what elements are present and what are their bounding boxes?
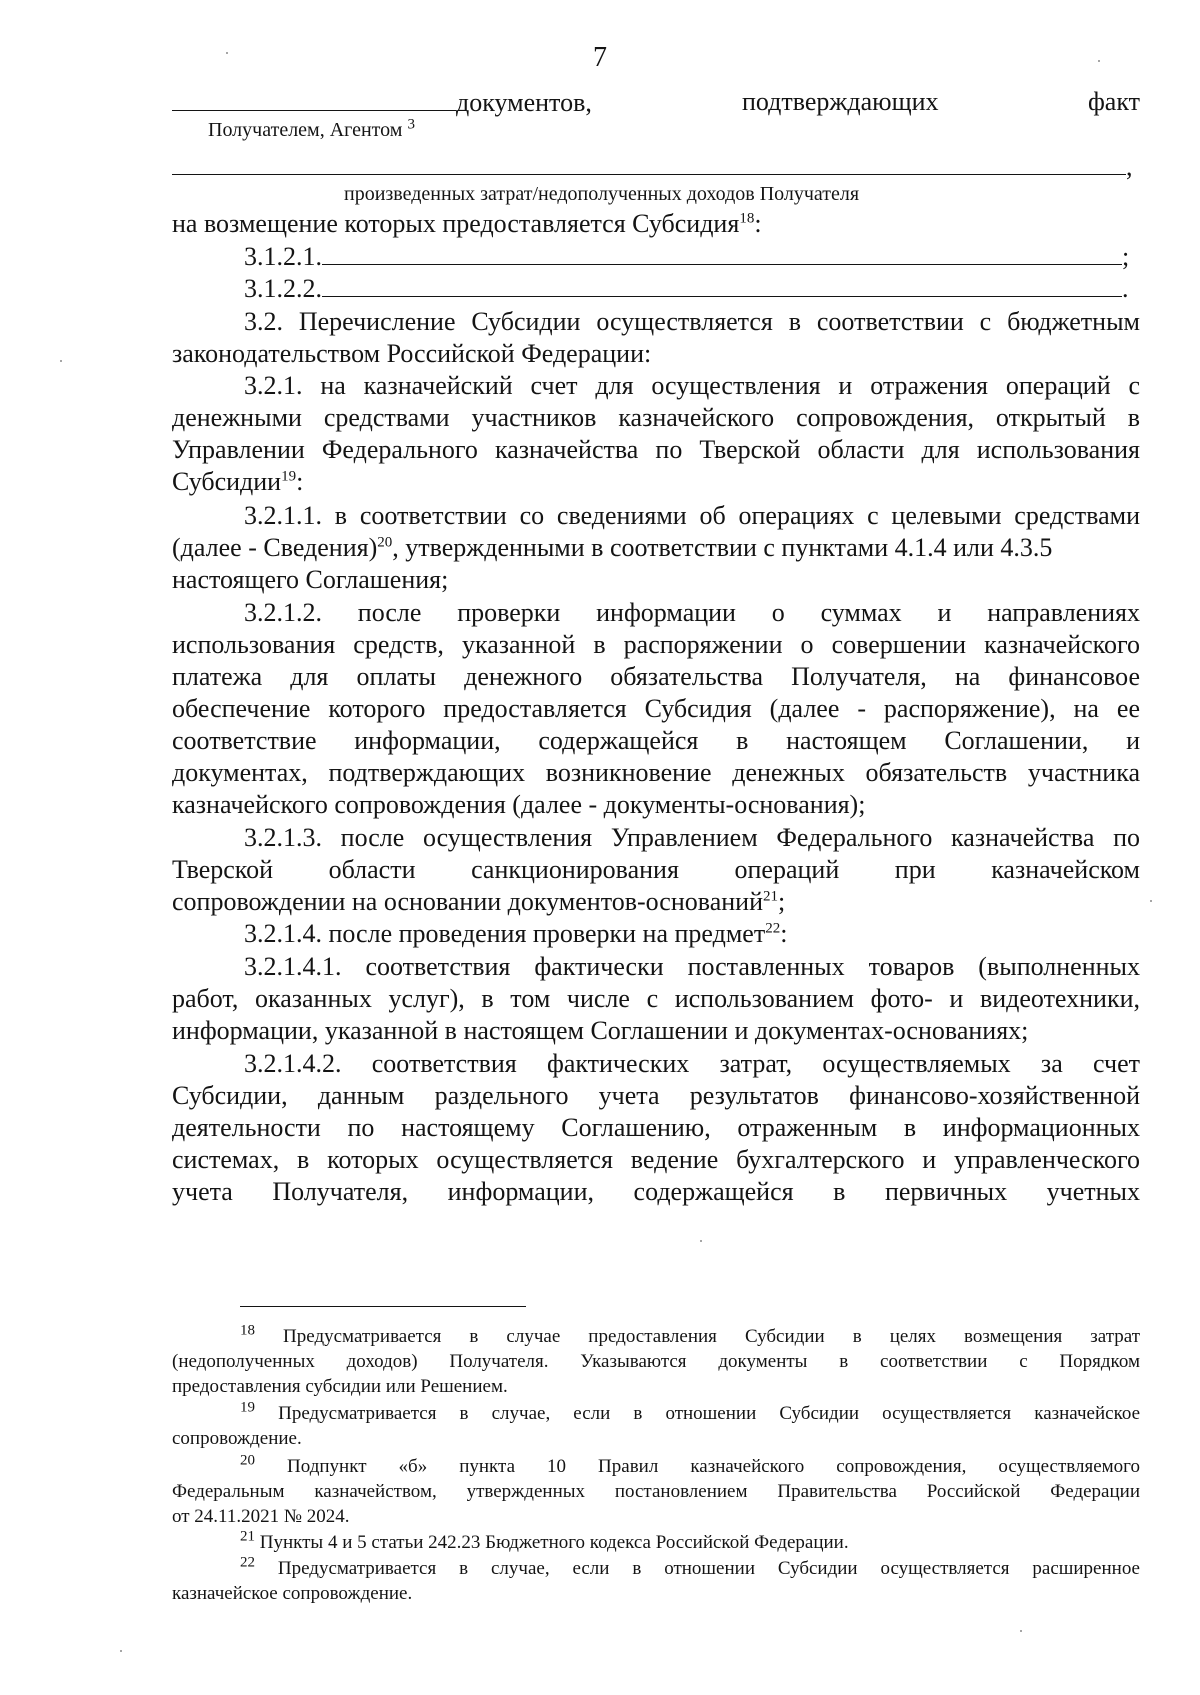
footnote-ref: 3: [407, 116, 415, 133]
text-line: информации, указанной в настоящем Соглашении и документах-основаниях;: [172, 1016, 1029, 1045]
text-line: 3.2.1.3. после осуществления Управлением Федерального казначейства по: [244, 823, 1140, 852]
page-number: 7: [593, 42, 607, 73]
footnote-ref: 22: [765, 920, 781, 937]
footnote-18: $^{18}$ Предусматривается в случае предоставления Субсидии в целях возмещения затрат (недополученных доходов) Получателя. Указываются документы в соответствии с Порядком предоставления субсидии или Решением.: [172, 1322, 1140, 1397]
footnote-number: 18: [240, 1322, 255, 1339]
text-line: 3.2.1.4.2. соответствия фактических затрат, осуществляемых за счет: [244, 1049, 1140, 1078]
text-line: (далее - Сведения)$^{20}$, утвержденными в соответствии с пунктами 4.1.4 или 4.3.5: [172, 533, 1053, 562]
text-line: 3.2.1. на казначейский счет для осуществления и отражения операций с: [244, 371, 1140, 400]
text-line: Тверской области санкционирования операций при казначейском: [172, 855, 1140, 884]
header-word: подтверждающих: [742, 87, 939, 116]
blank-field: [172, 150, 1126, 175]
text-line: 3.2.1.2. после проверки информации о суммах и направлениях: [244, 598, 1140, 627]
footnote-number: 21: [240, 1528, 255, 1545]
text-line: платежа для оплаты денежного обязательства Получателя, на финансовое: [172, 662, 1140, 691]
footnote-ref: 18: [739, 210, 755, 227]
scan-speck: [700, 1240, 702, 1242]
header-caption-2: произведенных затрат/недополученных доходов Получателя: [344, 183, 860, 205]
text-line: настоящего Соглашения;: [172, 565, 449, 594]
header-line-1: [172, 86, 1140, 119]
header-caption-1: Получателем, Агентом $^3$: [208, 116, 415, 141]
text-line: работ, оказанных услуг), в том числе с использованием фото- и видеотехники,: [172, 984, 1140, 1013]
text-line: 3.2.1.4.1. соответствия фактически поставленных товаров (выполненных: [244, 952, 1140, 981]
text-line: 3.2.1.4. после проведения проверки на предмет$^{22}$:: [244, 919, 788, 948]
text-line: сопровождении на основании документов-оснований$^{21}$;: [172, 887, 786, 916]
footnote-number: 22: [240, 1554, 255, 1571]
clause-3-1-2-2: 3.1.2.2. .: [244, 274, 1129, 303]
scan-speck: [1098, 60, 1100, 62]
scan-speck: [226, 52, 228, 54]
footnote-19: $^{19}$ Предусматривается в случае, если в отношении Субсидии осуществляется казначейское сопровождение.: [172, 1399, 1141, 1449]
header-line-2: ,: [172, 150, 1140, 183]
text-line: Субсидии$^{19}$:: [172, 467, 304, 496]
text-line: использования средств, указанной в распоряжении о совершении казначейского: [172, 630, 1140, 659]
text-line: казначейского сопровождения (далее - документы-основания);: [172, 790, 866, 819]
footnote-separator: [240, 1306, 526, 1307]
text-line: Управлении Федерального казначейства по Тверской области для использования: [172, 435, 1140, 464]
footnote-22: $^{22}$ Предусматривается в случае, если в отношении Субсидии осуществляется расширенное казначейское сопровождение.: [172, 1554, 1140, 1604]
blank-field: [322, 240, 1122, 265]
footnote-ref: 21: [762, 888, 778, 905]
footnote-ref: 19: [281, 468, 297, 485]
text-line: обеспечение которого предоставляется Субсидия (далее - распоряжение), на ее: [172, 694, 1140, 723]
footnote-20: $^{20}$ Подпункт «б» пункта 10 Правил казначейского сопровождения, осуществляемого Федеральным казначейством, утвержденных постановлением Правительства Российской Федерации от 24.11.2021 № 2024.: [172, 1452, 1140, 1527]
blank-field: [172, 86, 456, 111]
header-word: факт: [1087, 87, 1140, 116]
scan-speck: [120, 1650, 122, 1652]
text-line: системах, в которых осуществляется ведение бухгалтерского и управленческого: [172, 1145, 1140, 1174]
text-line: денежными средствами участников казначейского сопровождения, открытый в: [172, 403, 1140, 432]
footnote-number: 20: [240, 1452, 255, 1469]
scan-speck: [1020, 1630, 1022, 1632]
text-line: деятельности по настоящему Соглашению, отраженным в информационных: [172, 1113, 1140, 1142]
text-line: 3.2. Перечисление Субсидии осуществляется в соответствии с бюджетным: [244, 307, 1140, 336]
text-line: учета Получателя, информации, содержащейся в первичных учетных: [172, 1177, 1140, 1206]
scan-speck: [1150, 900, 1152, 902]
footnote-ref: 20: [377, 534, 393, 551]
scan-speck: [60, 360, 62, 362]
header-word: документов,: [456, 88, 592, 117]
text-line: документах, подтверждающих возникновение денежных обязательств участника: [172, 758, 1140, 787]
text-line: соответствие информации, содержащейся в настоящем Соглашении, и: [172, 726, 1140, 755]
text-line: на возмещение которых предоставляется Субсидия$^{18}$:: [172, 209, 762, 238]
blank-field: [322, 272, 1122, 297]
footnote-21: $^{21}$ Пункты 4 и 5 статьи 242.23 Бюджетного кодекса Российской Федерации.: [240, 1528, 849, 1553]
footnote-number: 19: [240, 1399, 255, 1416]
text-line: 3.2.1.1. в соответствии со сведениями об операциях с целевыми средствами: [244, 501, 1140, 530]
text-line: законодательством Российской Федерации:: [172, 339, 652, 368]
clause-3-1-2-1: 3.1.2.1. ;: [244, 242, 1130, 271]
text-line: Субсидии, данным раздельного учета результатов финансово-хозяйственной: [172, 1081, 1140, 1110]
